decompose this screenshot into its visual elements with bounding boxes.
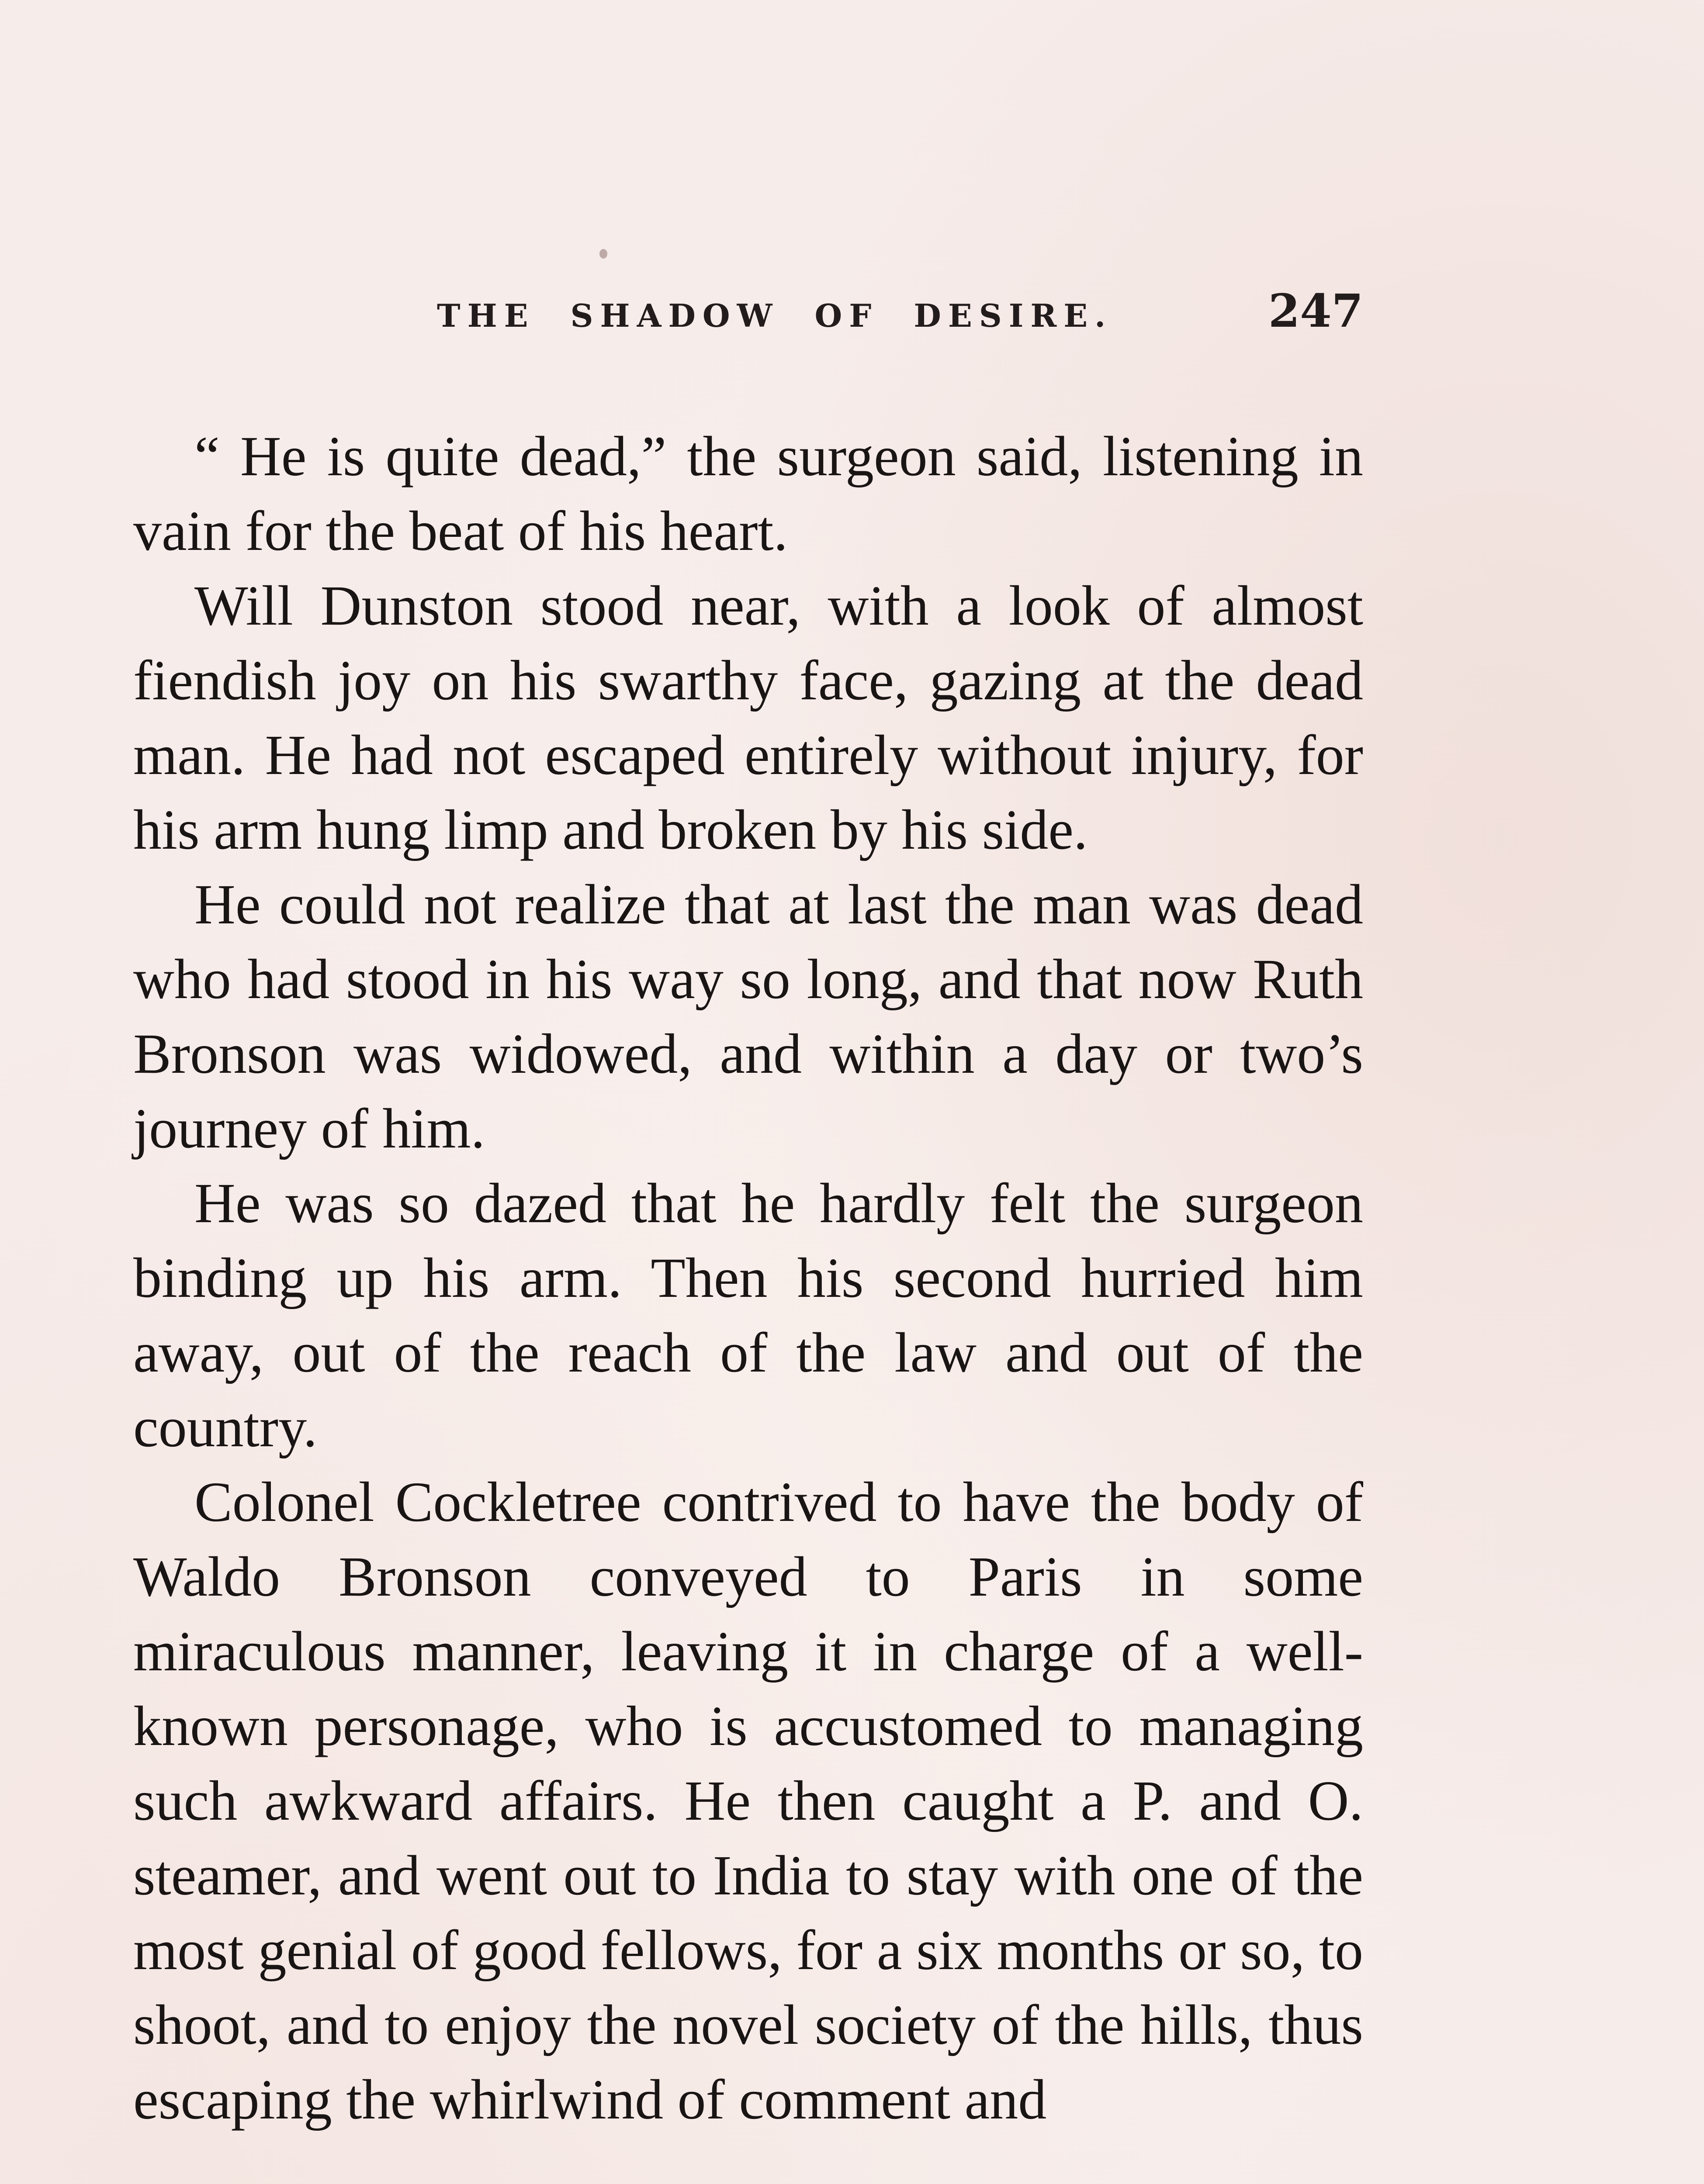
paragraph: He could not realize that at last the man was dead who had stood in his way so long, and that now Ruth Bronson was widowed, and within a day or two’s journey of him. <box>133 873 1363 1160</box>
paragraph: He was so dazed that he hardly felt the surgeon binding up his arm. Then his second hurried him away, out of the reach of the law and out of the country. <box>133 1172 1363 1459</box>
paragraph: “ He is quite dead,” the surgeon said, listening in vain for the beat of his heart. <box>133 425 1363 563</box>
running-head <box>131 280 1363 349</box>
paragraph: Will Dunston stood near, with a look of almost fiendish joy on his swarthy face, gazing at the dead man. He had not escaped entirely without injury, for his arm hung limp and broken by his side. <box>133 574 1363 861</box>
paper-fleck <box>599 249 607 259</box>
paragraph: Colonel Cockletree contrived to have the body of Waldo Bronson conveyed to Paris in some miraculous manner, leaving it in charge of a well-known personage, who is accustomed to managing such awkward affairs. He then caught a P. and O. steamer, and went out to India to stay with one of the most genial of good fellows, for a six months or so, to shoot, and to enjoy the novel society of the hills, thus escaping the whirlwind of comment and <box>133 1471 1363 2131</box>
running-title: THE SHADOW OF DESIRE. <box>437 297 1113 334</box>
page-number: 247 <box>1268 284 1363 338</box>
body-text <box>133 419 1363 2137</box>
